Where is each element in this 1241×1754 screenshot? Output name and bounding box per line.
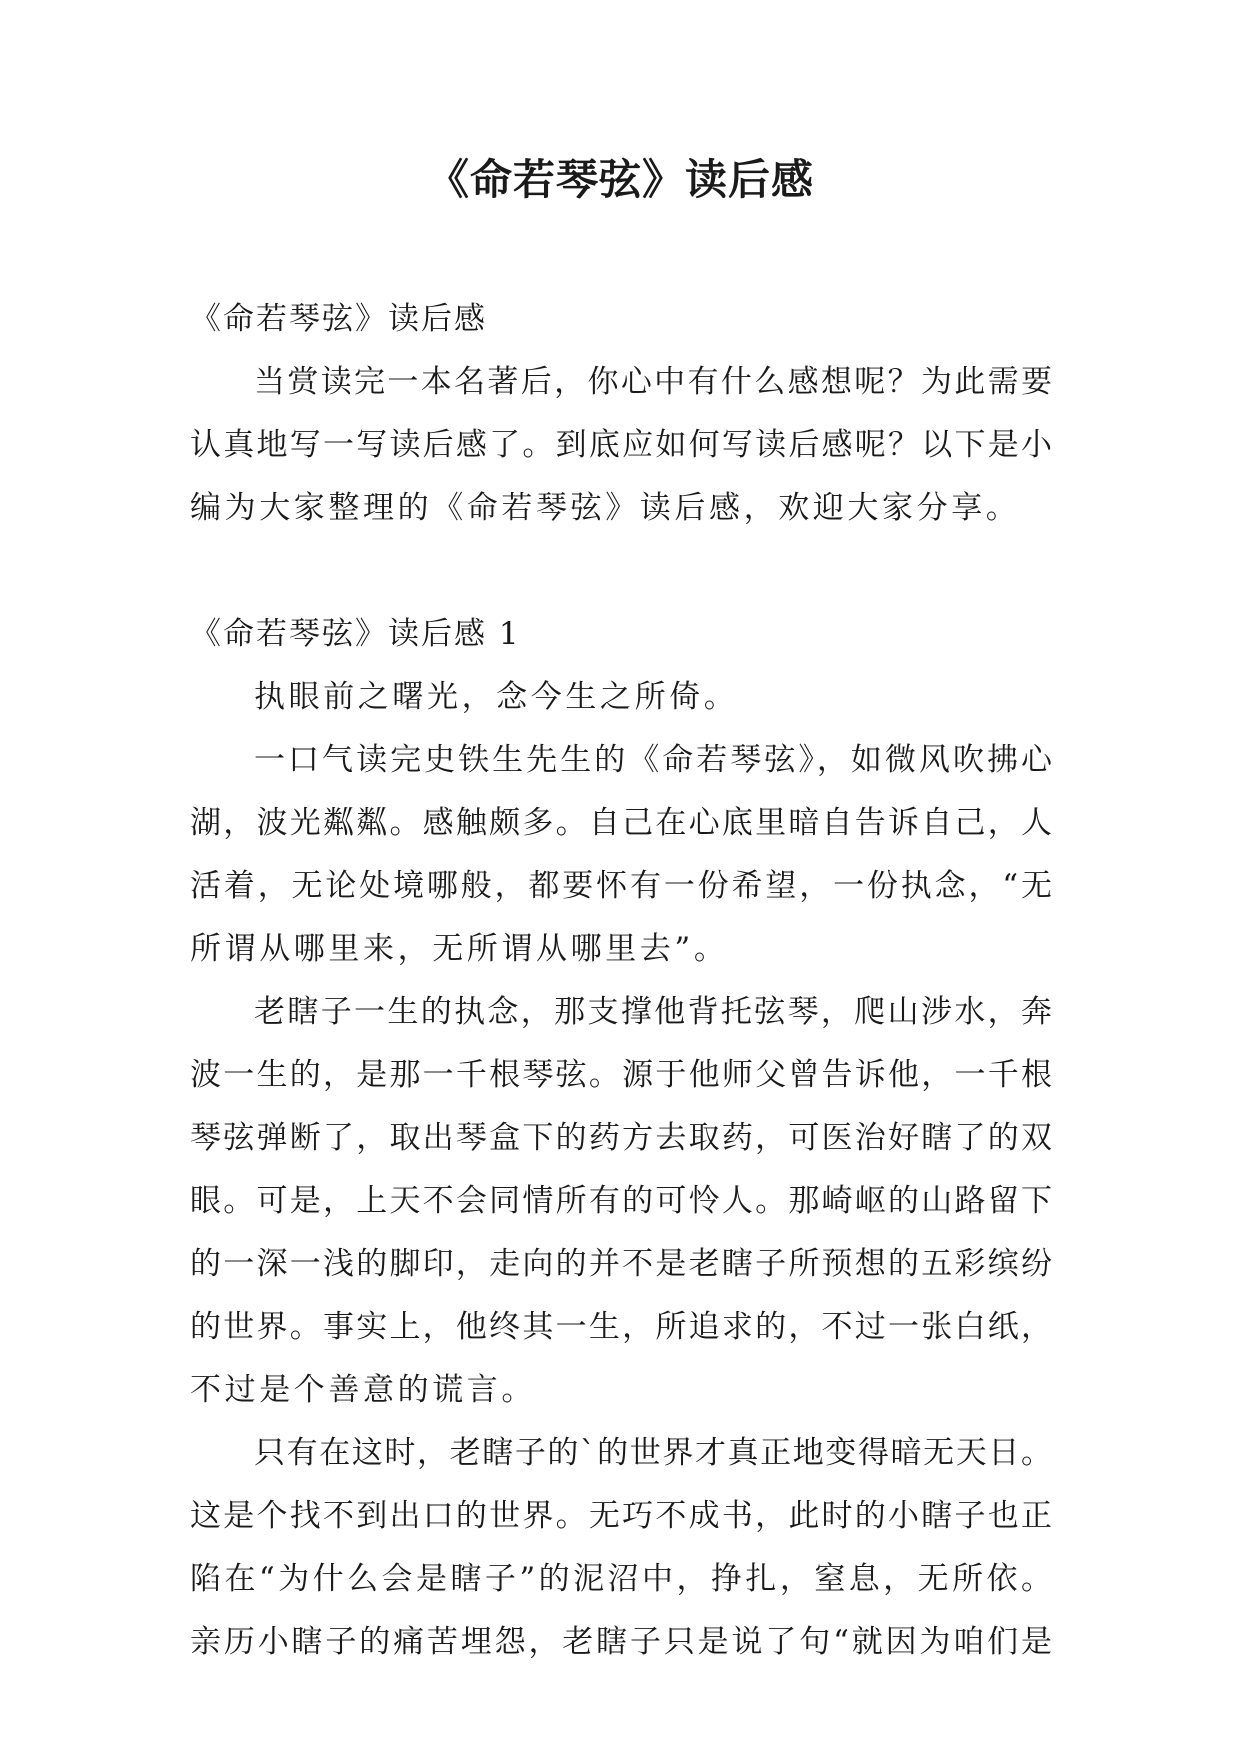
section1-paragraph-3 (190, 981, 1052, 1422)
paragraph-line: 琴弦弹断了，取出琴盒下的药方去取药，可医治好瞎了的双 (190, 1120, 1052, 1156)
paragraph-line: 老瞎子一生的执念，那支撑他背托弦琴，爬山涉水，奔 (254, 994, 1052, 1030)
paragraph-line: 执眼前之曙光，念今生之所倚。 (254, 679, 739, 715)
paragraph-line: 只有在这时，老瞎子的`的世界才真正地变得暗无天日。 (254, 1435, 1052, 1471)
paragraph-line: 不过是个善意的谎言。 (190, 1372, 536, 1408)
section1-paragraph-4 (190, 1422, 1052, 1674)
paragraph-line: 波一生的，是那一千根琴弦。源于他师父曾告诉他，一千根 (190, 1057, 1052, 1093)
paragraph-line: 认真地写一写读后感了。到底应如何写读后感呢？以下是小 (190, 427, 1052, 463)
paragraph-line: 亲历小瞎子的痛苦埋怨，老瞎子只是说了句“就因为咱们是 (190, 1624, 1052, 1660)
paragraph-line: 陷在“为什么会是瞎子”的泥沼中，挣扎，窒息，无所依。 (190, 1561, 1052, 1597)
paragraph-line: 的一深一浅的脚印，走向的并不是老瞎子所预想的五彩缤纷 (190, 1246, 1052, 1282)
paragraph-line: 一口气读完史铁生先生的《命若琴弦》，如微风吹拂心 (254, 742, 1052, 778)
paragraph-line: 编为大家整理的《命若琴弦》读后感，欢迎大家分享。 (190, 490, 1021, 526)
section1-paragraph-1 (190, 666, 1052, 729)
intro-heading: 《命若琴弦》读后感 (190, 301, 487, 337)
document-body (190, 288, 1052, 1674)
paragraph-line: 所谓从哪里来，无所谓从哪里去”。 (190, 931, 729, 967)
paragraph-line: 眼。可是，上天不会同情所有的可怜人。那崎岖的山路留下 (190, 1183, 1052, 1219)
section1-paragraph-2 (190, 729, 1052, 981)
paragraph-line: 湖，波光粼粼。感触颇多。自己在心底里暗自告诉自己，人 (190, 805, 1052, 841)
paragraph-line: 当赏读完一本名著后，你心中有什么感想呢？为此需要 (254, 364, 1052, 400)
paragraph-line: 的世界。事实上，他终其一生，所追求的，不过一张白纸， (190, 1309, 1052, 1345)
paragraph-line: 这是个找不到出口的世界。无巧不成书，此时的小瞎子也正 (190, 1498, 1052, 1534)
document-title: 《命若琴弦》读后感 (426, 155, 814, 204)
section1-heading: 《命若琴弦》读后感 1 (190, 616, 521, 652)
section-spacer (190, 540, 1052, 603)
intro-paragraph (190, 351, 1052, 540)
paragraph-line: 活着，无论处境哪般，都要怀有一份希望，一份执念，“无 (190, 868, 1052, 904)
